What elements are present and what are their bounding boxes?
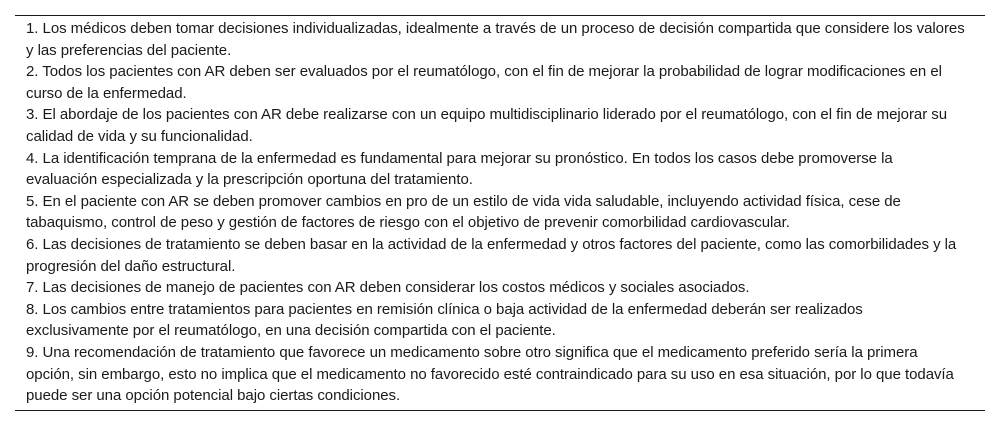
principle-item-7: 7. Las decisiones de manejo de pacientes con AR deben considerar los costos médicos y sociales asociados. [26,279,750,297]
principles-table [15,15,985,411]
principle-item-3: 3. El abordaje de los pacientes con AR debe realizarse con un equipo multidisciplinario liderado por el reumatólogo, con el fin de mejorar su calidad de vida y su funcionalidad. [26,106,947,145]
principle-item-2: 2. Todos los pacientes con AR deben ser evaluados por el reumatólogo, con el fin de mejorar la probabilidad de lograr modificaciones en el curso de la enfermedad. [26,63,942,102]
principle-item-9: 9. Una recomendación de tratamiento que favorece un medicamento sobre otro significa que el medicamento preferido sería la primera opción, sin embargo, esto no implica que el medicamento no favorecido esté contraindicado para su uso en esa situación, por lo que todavía puede ser una opción potencial bajo ciertas condiciones. [26,343,954,405]
principle-item-4: 4. La identificación temprana de la enfermedad es fundamental para mejorar su pronóstico. En todos los casos debe promoverse la evaluación especializada y la prescripción oportuna del tratamiento. [26,149,893,189]
principle-item-6: 6. Las decisiones de tratamiento se deben basar en la actividad de la enfermedad y otros factores del paciente, como las comorbilidades y la progresión del daño estructural. [26,235,957,275]
principle-item-5: 5. En el paciente con AR se deben promover cambios en pro de un estilo de vida vida saludable, incluyendo actividad física, cese de tabaquismo, control de peso y gestión de factores de riesgo con el objetivo de prevenir comorbilidad cardiovascular. [26,192,901,232]
principle-item-1: 1. Los médicos deben tomar decisiones individualizadas, idealmente a través de un proceso de decisión compartida que considere los valores y las preferencias del paciente. [26,20,965,59]
principle-item-8: 8. Los cambios entre tratamientos para pacientes en remisión clínica o baja actividad de la enfermedad deberán ser realizados exclusivamente por el reumatólogo, en una decisión compartida con el paciente. [26,300,863,340]
